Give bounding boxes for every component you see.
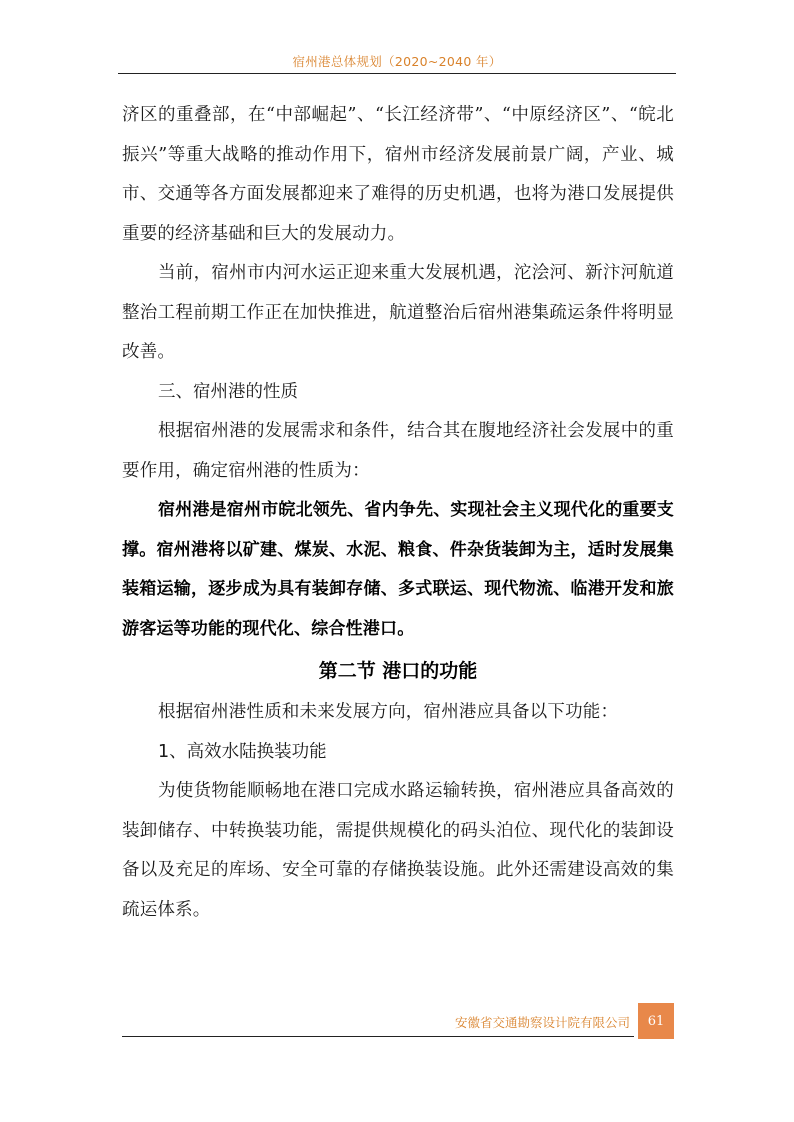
- page-number-badge: 61: [638, 1003, 674, 1039]
- header-divider: [118, 73, 676, 74]
- item-heading-transshipment: 1、高效水陆换装功能: [158, 741, 327, 762]
- footer-divider: [122, 1036, 634, 1037]
- paragraph-nature-statement: 宿州港是宿州市皖北领先、省内争先、实现社会主义现代化的重要支撑。宿州港将以矿建、煤炭、水泥、粮食、件杂货装卸为主，适时发展集装箱运输，逐步成为具有装卸存储、多式联运、现代物流、临港开发和旅游客运等功能的现代化、综合性港口。: [122, 500, 674, 639]
- paragraph-transshipment: 为使货物能顺畅地在港口完成水路运输转换，宿州港应具备高效的装卸储存、中转换装功能，需提供规模化的码头泊位、现代化的装卸设备以及充足的库场、安全可靠的存储换装设施。此外还需建设高效的集疏运体系。: [122, 781, 674, 920]
- section-heading-port-functions: 第二节 港口的功能: [318, 660, 478, 682]
- footer-company-name: 安徽省交通勘察设计院有限公司: [454, 1015, 630, 1030]
- paragraph-functions-intro: 根据宿州港性质和未来发展方向，宿州港应具备以下功能：: [158, 702, 619, 722]
- paragraph-continuation: 济区的重叠部，在“中部崛起”、“长江经济带”、“中原经济区”、“皖北振兴”等重大战略的推动作用下，宿州市经济发展前景广阔，产业、城市、交通等各方面发展都迎来了难得的历史机遇，也将为港口发展提供重要的经济基础和巨大的发展动力。: [122, 105, 674, 244]
- page-body: [122, 96, 674, 930]
- paragraph-waterway-opportunity: 当前，宿州市内河水运正迎来重大发展机遇，沱浍河、新汴河航道整治工程前期工作正在加快推进，航道整治后宿州港集疏运条件将明显改善。: [122, 263, 674, 362]
- paragraph-nature-intro: 根据宿州港的发展需求和条件，结合其在腹地经济社会发展中的重要作用，确定宿州港的性质为：: [122, 421, 674, 481]
- running-header: 宿州港总体规划（2020~2040 年）: [292, 54, 502, 69]
- subheading-port-nature: 三、宿州港的性质: [158, 381, 298, 402]
